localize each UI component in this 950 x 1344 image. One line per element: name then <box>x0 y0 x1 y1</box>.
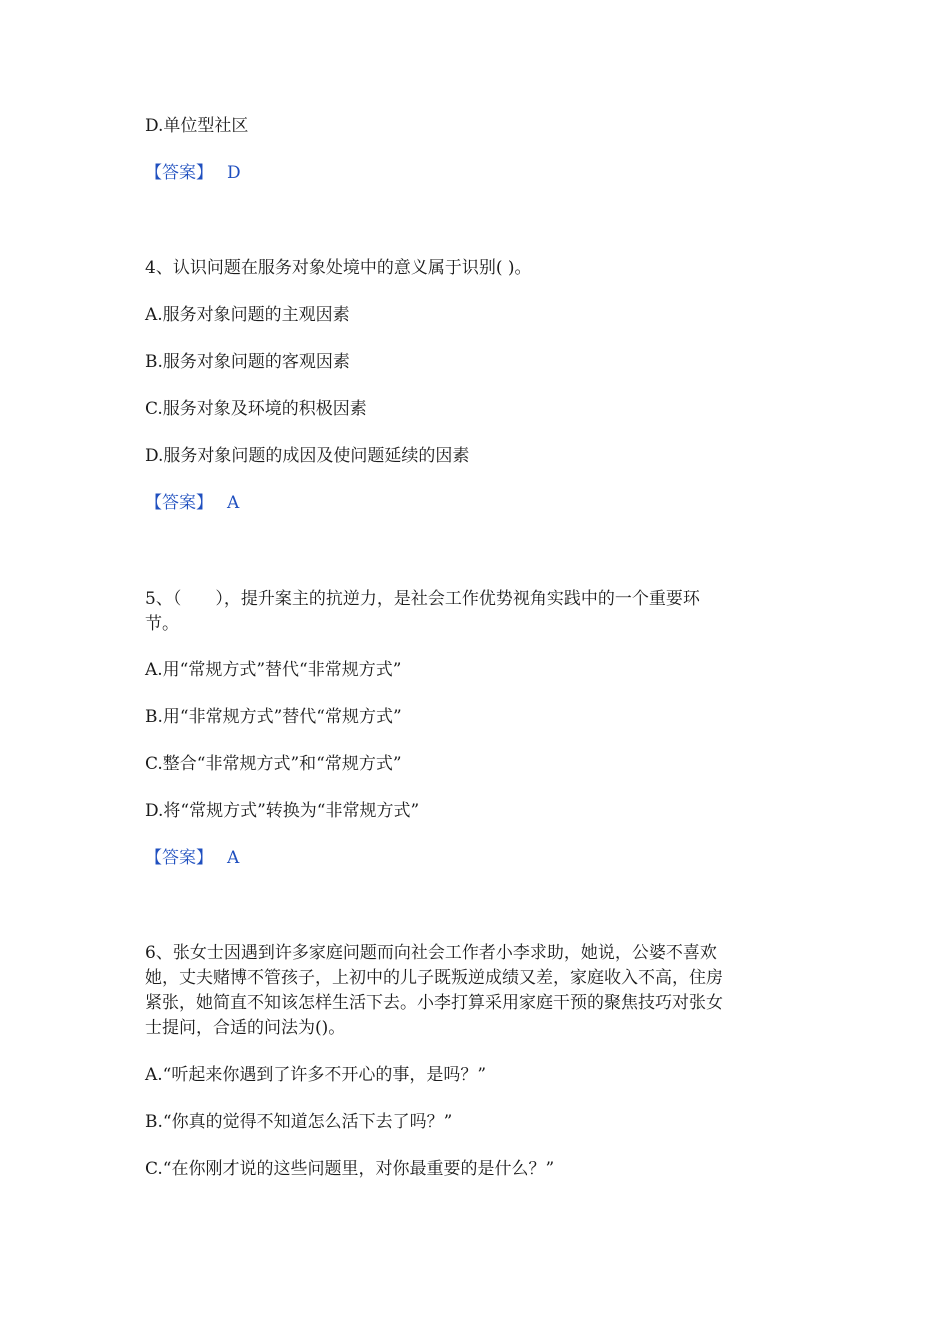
q5-option-a: A.用“常规方式”替代“非常规方式” <box>145 660 402 680</box>
q6-stem-line2: 她，丈夫赌博不管孩子，上初中的儿子既叛逆成绩又差，家庭收入不高，住房 <box>145 968 723 988</box>
q6-option-b: B.“你真的觉得不知道怎么活下去了吗？” <box>145 1112 453 1132</box>
q6-stem-line3: 紧张，她简直不知该怎样生活下去。小李打算采用家庭干预的聚焦技巧对张女 <box>145 993 723 1013</box>
q5-stem-line2: 节。 <box>145 614 179 634</box>
q4-option-c: C.服务对象及环境的积极因素 <box>145 399 367 419</box>
q6-stem-line4: 士提问，合适的问法为()。 <box>145 1018 346 1038</box>
answer-label: 【答案】 <box>145 163 213 183</box>
q3-answer <box>145 161 805 186</box>
q5-option-c: C.整合“非常规方式”和“常规方式” <box>145 754 402 774</box>
q4-option-a: A.服务对象问题的主观因素 <box>145 305 350 325</box>
q5-answer <box>145 846 805 871</box>
q3-option-d: D.单位型社区 <box>145 116 249 136</box>
q4-answer <box>145 491 805 516</box>
q4-option-b: B.服务对象问题的客观因素 <box>145 352 350 372</box>
q5-option-d: D.将“常规方式”转换为“非常规方式” <box>145 801 420 821</box>
q6-stem-line1: 6、张女士因遇到许多家庭问题而向社会工作者小李求助，她说，公婆不喜欢 <box>145 943 717 963</box>
q4-stem: 4、认识问题在服务对象处境中的意义属于识别( )。 <box>145 258 532 278</box>
q6-option-c: C.“在你刚才说的这些问题里，对你最重要的是什么？” <box>145 1159 555 1179</box>
answer-value: D <box>227 163 241 183</box>
q4-option-d: D.服务对象问题的成因及使问题延续的因素 <box>145 446 470 466</box>
q6-option-a: A.“听起来你遇到了许多不开心的事，是吗？” <box>145 1065 487 1085</box>
answer-label: 【答案】 <box>145 493 213 513</box>
q5-option-b: B.用“非常规方式”替代“常规方式” <box>145 707 402 727</box>
answer-value: A <box>227 848 240 868</box>
answer-value: A <box>227 493 240 513</box>
q5-stem-line1: 5、（ ），提升案主的抗逆力，是社会工作优势视角实践中的一个重要环 <box>145 589 700 609</box>
answer-label: 【答案】 <box>145 848 213 868</box>
